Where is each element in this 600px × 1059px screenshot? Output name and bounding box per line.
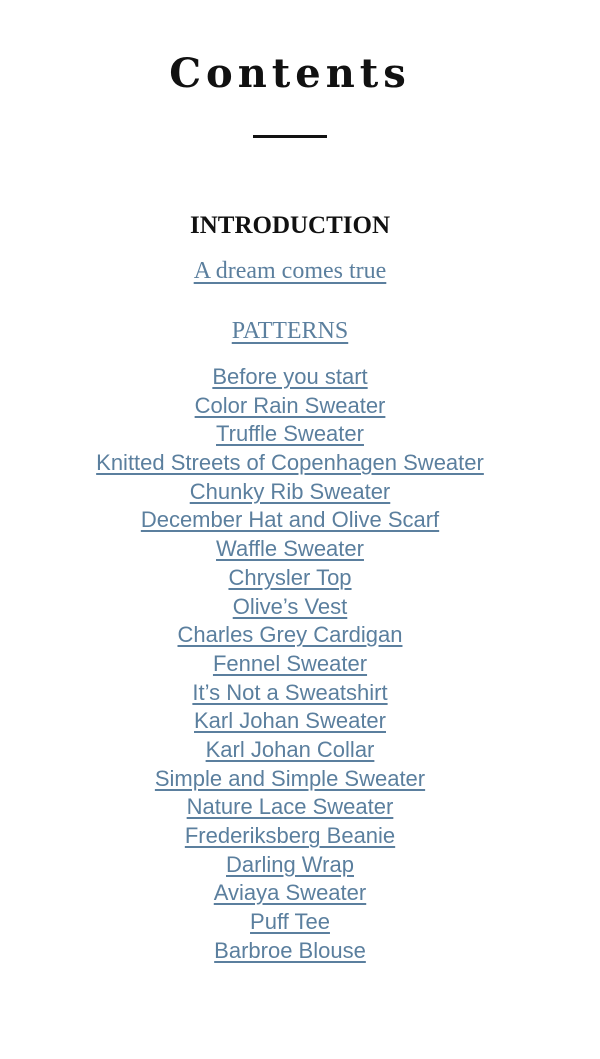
intro-link[interactable]: A dream comes true [193,258,387,284]
list-item [0,478,580,507]
pattern-link[interactable]: Before you start [212,364,368,389]
list-item [0,765,580,794]
list-item [0,879,580,908]
list-item [0,679,580,708]
list-item [0,363,580,392]
pattern-link[interactable]: Puff Tee [250,909,330,935]
pattern-link[interactable]: December Hat and Olive Scarf [140,507,440,533]
list-item [0,851,580,880]
pattern-link[interactable]: Charles Grey Cardigan [177,622,403,648]
list-item [0,535,580,564]
pattern-link[interactable]: Karl Johan Collar [205,736,375,762]
pattern-link[interactable]: Color Rain Sweater [194,392,386,418]
pattern-link[interactable]: Barbroe Blouse [214,937,366,963]
pattern-link[interactable]: Simple and Simple Sweater [154,765,426,791]
list-item [0,420,580,449]
pattern-link[interactable]: Olive’s Vest [232,593,348,619]
pattern-link[interactable]: Chrysler Top [228,564,352,590]
list-item [0,621,580,650]
pattern-link[interactable]: Fennel Sweater [212,650,368,676]
pattern-link[interactable]: Waffle Sweater [216,536,364,562]
pattern-link[interactable]: Truffle Sweater [216,421,364,447]
pattern-link[interactable]: Chunky Rib Sweater [189,478,391,504]
pattern-link[interactable]: Nature Lace Sweater [186,794,394,820]
pattern-link[interactable]: Karl Johan Sweater [194,708,386,734]
list-item [0,650,580,679]
pattern-link[interactable]: Aviaya Sweater [213,880,367,906]
list-item [0,392,580,421]
pattern-link[interactable]: Darling Wrap [226,851,354,877]
list-item [0,593,580,622]
list-item [0,937,580,966]
pattern-link[interactable]: It’s Not a Sweatshirt [192,679,388,705]
list-item [0,449,580,478]
list-item [0,506,580,535]
list-item [0,822,580,851]
pattern-link[interactable]: Frederiksberg Beanie [184,823,396,848]
title-divider [253,135,327,138]
list-item [0,908,580,937]
list-item [0,736,580,765]
pattern-list [0,363,580,965]
patterns-link[interactable]: PATTERNS [231,318,349,344]
list-item [0,793,580,822]
pattern-link[interactable]: Knitted Streets of Copenhagen Sweater [96,450,484,476]
introduction-heading: INTRODUCTION [189,212,391,239]
list-item [0,564,580,593]
page-title: Contents [169,50,411,97]
list-item [0,707,580,736]
